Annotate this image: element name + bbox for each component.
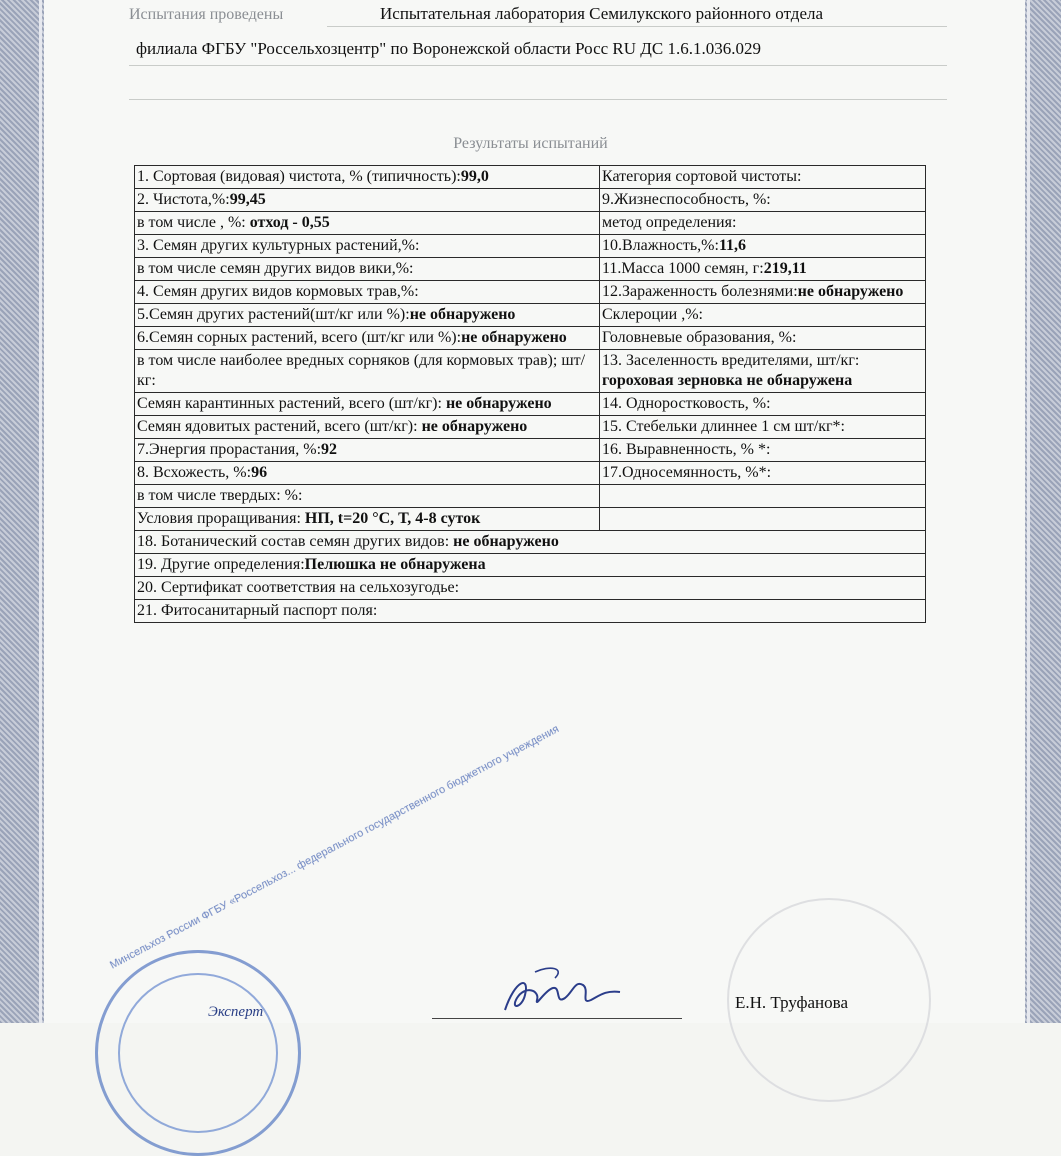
cell-text: 10.Влажность,%: [602,237,719,254]
cell-text: 11,6 [718,237,747,254]
lab-name-line2: филиала ФГБУ "Россельхозцентр" по Воронежской области Росс RU ДС 1.6.1.036.029 [136,39,761,58]
cell-text: 7.Энергия прорастания, %: [137,441,322,458]
table-cell-left [135,189,600,212]
expert-label: Эксперт [208,1004,264,1020]
table-cell-left [135,258,600,281]
cell-text: гороховая зерновка не обнаружена [602,372,853,389]
table-row [135,485,926,508]
cell-text: 4. Семян других видов кормовых трав,%: [137,283,419,300]
cell-text: 11.Масса 1000 семян, г: [602,260,764,277]
cell-text: 92 [321,441,338,458]
cell-text: в том числе семян других видов вики,%: [137,260,414,277]
signer-name: Е.Н. Труфанова [735,993,849,1012]
table-row [135,304,926,327]
results-table [134,165,926,623]
cell-text: 20. Сертификат соответствия на сельхозугодье: [137,579,460,596]
stamp-text: Минсельхоз России ФГБУ «Россельхоз... федерального государственного бюджетного учреждения [108,723,562,972]
cell-text: в том числе твердых: %: [137,487,303,504]
table-cell-right [600,485,926,508]
table-cell-right [600,439,926,462]
table-row [135,258,926,281]
table-row [135,166,926,189]
decorative-border-right [1025,0,1061,1023]
table-row [135,189,926,212]
cell-text: не обнаружено [461,329,567,346]
cell-text: 3. Семян других культурных растений,%: [137,237,420,254]
table-row [135,508,926,531]
tests-conducted-label: Испытания проведены [129,6,284,23]
table-row [135,600,926,623]
cell-text: НП, t=20 °С, Т, 4-8 суток [304,510,481,527]
cell-text: 21. Фитосанитарный паспорт поля: [137,602,378,619]
cell-text: Склероции ,%: [602,306,703,323]
cell-text: 13. Заселенность вредителями, шт/кг: [602,352,860,369]
cell-text: Головневые образования, %: [602,329,797,346]
signature-line [432,1018,682,1019]
cell-text: в том числе наиболее вредных сорняков (для кормовых трав); шт/кг: [137,352,586,389]
table-row [135,350,926,393]
table-cell-right [600,327,926,350]
underline-3 [129,99,947,100]
table-row [135,235,926,258]
table-cell-right [600,166,926,189]
table-row [135,393,926,416]
table-row [135,327,926,350]
cell-text: отход - 0,55 [249,214,330,231]
table-cell-left [135,462,600,485]
section-title: Результаты испытаний [453,135,608,152]
cell-text: 15. Стебельки длиннее 1 см шт/кг*: [602,418,845,435]
cell-text: 99,45 [229,191,266,208]
table-cell-right [600,416,926,439]
cell-text: 8. Всхожесть, %: [137,464,252,481]
table-cell-left [135,327,600,350]
cell-text: Условия проращивания: [137,510,305,527]
cell-text: метод определения: [602,214,737,231]
table-cell-left [135,439,600,462]
cell-text: 18. Ботанический состав семян других видов: [137,533,454,550]
cell-text: в том числе , %: [137,214,250,231]
table-row [135,212,926,235]
table-cell-right [600,350,926,393]
cell-text: 2. Чистота,%: [137,191,230,208]
table-cell-right [600,462,926,485]
cell-text: не обнаружено [409,306,516,323]
table-cell-right [600,393,926,416]
table-row [135,577,926,600]
cell-text: 99,0 [460,168,489,185]
table-cell-full [135,577,926,600]
cell-text: не обнаружено [453,533,559,550]
cell-text: 96 [251,464,268,481]
table-cell-left [135,416,600,439]
cell-text: Категория сортовой чистоты: [602,168,802,185]
table-cell-left [135,281,600,304]
table-cell-right [600,304,926,327]
cell-text: 6.Семян сорных растений, всего (шт/кг или %): [137,329,462,346]
table-row [135,281,926,304]
cell-text: не обнаружено [445,395,552,412]
table-cell-right [600,189,926,212]
decorative-border-left [0,0,44,1023]
table-cell-left [135,166,600,189]
table-cell-left [135,508,600,531]
table-cell-left [135,485,600,508]
cell-text: 16. Выравненность, % *: [602,441,771,458]
official-stamp [95,723,562,1156]
table-row [135,554,926,577]
cell-text: 19. Другие определения: [137,556,305,573]
table-cell-left [135,350,600,393]
table-cell-right [600,281,926,304]
table-cell-full [135,531,926,554]
cell-text: не обнаружено [797,283,904,300]
cell-text: Пелюшка не обнаружена [304,556,486,573]
cell-text: 219,11 [763,260,807,277]
underline-1 [327,26,947,27]
signature-icon [495,960,635,1020]
table-cell-left [135,212,600,235]
cell-text: 17.Односемянность, %*: [602,464,772,481]
table-cell-right [600,258,926,281]
cell-text: 5.Семян других растений(шт/кг или %): [137,306,410,323]
table-row [135,416,926,439]
table-cell-left [135,235,600,258]
cell-text: не обнаружено [421,418,528,435]
lab-name-line1: Испытательная лаборатория Семилукского районного отдела [380,4,824,23]
table-row [135,439,926,462]
table-cell-full [135,600,926,623]
underline-2 [129,65,947,66]
table-cell-left [135,393,600,416]
cell-text: 14. Одноростковость, %: [602,395,771,412]
table-cell-right [600,212,926,235]
cell-text: Семян карантинных растений, всего (шт/кг): [137,395,446,412]
table-cell-right [600,235,926,258]
cell-text: 12.Зараженность болезнями: [602,283,798,300]
table-row [135,462,926,485]
table-cell-left [135,304,600,327]
table-cell-right [600,508,926,531]
cell-text: 9.Жизнеспособность, %: [602,191,771,208]
table-cell-full [135,554,926,577]
table-row [135,531,926,554]
cell-text: Семян ядовитых растений, всего (шт/кг): [137,418,422,435]
cell-text: 1. Сортовая (видовая) чистота, % (типичность): [137,168,461,185]
